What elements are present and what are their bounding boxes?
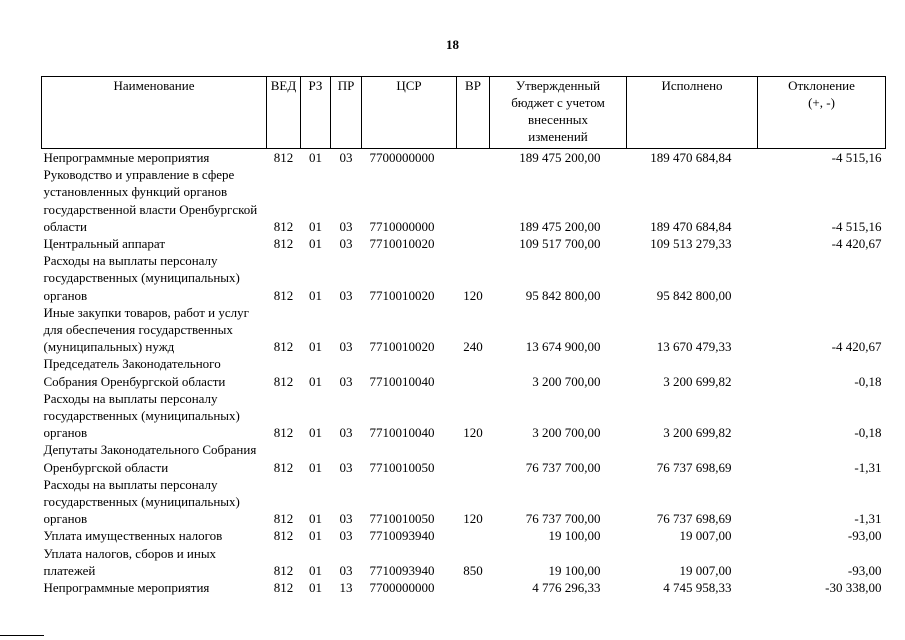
cell-budget: 3 200 700,00 [532, 425, 601, 441]
cell-ved: 812 [273, 218, 294, 234]
cell-vr: 120 [463, 511, 483, 527]
cell-pr: 03 [339, 562, 353, 578]
cell-csr: 7700000000 [369, 150, 435, 165]
cell-ved: 812 [273, 459, 294, 475]
cell-executed: 3 200 699,82 [663, 373, 732, 389]
cell-csr: 7710010050 [369, 459, 435, 475]
header-executed: Исполнено [627, 77, 758, 149]
cell-csr: 7700000000 [369, 580, 435, 596]
cell-budget: 95 842 800,00 [525, 287, 601, 303]
cell-csr: 7710010020 [369, 287, 435, 303]
cell-vr [457, 235, 490, 252]
cell-ved: 812 [273, 528, 294, 544]
cell-budget: 189 475 200,00 [519, 150, 601, 165]
cell-deviation: -93,00 [847, 562, 882, 578]
cell-ved: 812 [273, 150, 294, 165]
cell-deviation: -30 338,00 [825, 580, 882, 596]
cell-csr: 7710010040 [369, 425, 435, 441]
cell-ved: 812 [273, 425, 294, 441]
cell-pr: 03 [339, 339, 353, 355]
page-number: 18 [446, 37, 459, 52]
table-row [42, 390, 886, 442]
header-name: Наименование [42, 77, 267, 149]
cell-csr: 7710010040 [369, 373, 435, 389]
cell-pr: 03 [339, 218, 353, 234]
table-row [42, 149, 886, 167]
cell-pr: 03 [339, 511, 353, 527]
cell-deviation: -4 515,16 [831, 150, 882, 165]
cell-executed: 19 007,00 [679, 562, 732, 578]
footer-rule [0, 635, 44, 636]
cell-name: Уплата налогов, сборов и иных платежей [43, 545, 217, 578]
cell-executed: 189 470 684,84 [650, 150, 732, 165]
cell-csr: 7710000000 [369, 218, 435, 234]
table-row [42, 235, 886, 252]
cell-budget: 76 737 700,00 [525, 511, 601, 527]
cell-vr: 850 [463, 562, 483, 578]
cell-ved: 812 [273, 236, 294, 252]
cell-deviation: -1,31 [854, 459, 882, 475]
cell-csr: 7710010020 [369, 236, 435, 252]
cell-name: Центральный аппарат [43, 236, 166, 252]
table-row [42, 166, 886, 235]
header-budget: Утвержденный бюджет с учетом внесенных изменений [490, 77, 627, 149]
cell-name: Руководство и управление в сфере установленных функций органов государственной власти Оренбургской области [43, 167, 258, 234]
header-pr: ПР [331, 77, 362, 149]
cell-vr: 240 [463, 339, 483, 355]
cell-rz: 01 [309, 287, 322, 303]
cell-pr: 03 [339, 150, 353, 165]
cell-budget: 189 475 200,00 [519, 218, 601, 234]
cell-name: Непрограммные мероприятия [43, 580, 210, 596]
header-vr: ВР [457, 77, 490, 149]
cell-name: Расходы на выплаты персоналу государственных (муниципальных) органов [43, 390, 240, 441]
cell-pr: 03 [339, 373, 353, 389]
cell-csr: 7710010050 [369, 511, 435, 527]
cell-name: Уплата имущественных налогов [43, 528, 223, 544]
cell-rz: 01 [309, 580, 322, 596]
cell-rz: 01 [309, 459, 322, 475]
cell-rz: 01 [309, 511, 322, 527]
cell-vr: 120 [463, 425, 483, 441]
cell-budget: 19 100,00 [548, 528, 601, 544]
table-header-row [42, 77, 886, 149]
cell-vr [457, 579, 490, 596]
table-row [42, 252, 886, 304]
table-row [42, 304, 886, 356]
cell-budget: 109 517 700,00 [519, 236, 601, 252]
cell-csr: 7710010020 [369, 339, 435, 355]
cell-deviation: -93,00 [847, 528, 882, 544]
cell-csr: 7710093940 [369, 562, 435, 578]
table-row [42, 545, 886, 579]
table-row [42, 476, 886, 528]
cell-vr [457, 527, 490, 544]
table-row [42, 527, 886, 544]
cell-executed: 13 670 479,33 [656, 339, 732, 355]
cell-vr [457, 149, 490, 167]
cell-vr [457, 355, 490, 389]
cell-executed: 189 470 684,84 [650, 218, 732, 234]
cell-rz: 01 [309, 339, 322, 355]
cell-rz: 01 [309, 562, 322, 578]
header-ved: ВЕД [267, 77, 301, 149]
cell-budget: 76 737 700,00 [525, 459, 601, 475]
cell-deviation [758, 252, 886, 304]
cell-rz: 01 [309, 528, 322, 544]
table-row [42, 441, 886, 475]
header-rz: РЗ [301, 77, 331, 149]
cell-executed: 4 745 958,33 [663, 580, 732, 596]
cell-vr [457, 441, 490, 475]
cell-deviation: -4 420,67 [831, 339, 882, 355]
cell-ved: 812 [273, 562, 294, 578]
cell-executed: 109 513 279,33 [650, 236, 732, 252]
cell-executed: 19 007,00 [679, 528, 732, 544]
cell-ved: 812 [273, 287, 294, 303]
cell-ved: 812 [273, 580, 294, 596]
budget-execution-table [41, 76, 886, 596]
cell-name: Иные закупки товаров, работ и услуг для обеспечения государственных (муниципальных) нужд [43, 304, 249, 355]
table-body [42, 149, 886, 597]
cell-name: Депутаты Законодательного Собрания Оренбургской области [43, 442, 257, 475]
cell-name: Председатель Законодательного Собрания Оренбургской области [43, 356, 226, 389]
cell-deviation: -0,18 [854, 373, 882, 389]
cell-budget: 4 776 296,33 [532, 580, 601, 596]
header-deviation: Отклонение (+, -) [758, 77, 886, 149]
header-csr: ЦСР [362, 77, 457, 149]
cell-name: Расходы на выплаты персоналу государственных (муниципальных) органов [43, 253, 240, 303]
cell-executed: 3 200 699,82 [663, 425, 732, 441]
cell-rz: 01 [309, 218, 322, 234]
cell-ved: 812 [273, 339, 294, 355]
cell-pr: 13 [339, 580, 353, 596]
cell-executed: 76 737 698,69 [656, 511, 732, 527]
cell-vr: 120 [463, 287, 483, 303]
cell-pr: 03 [339, 425, 353, 441]
cell-deviation: -1,31 [854, 511, 882, 527]
table-row [42, 579, 886, 596]
cell-executed: 76 737 698,69 [656, 459, 732, 475]
cell-deviation: -4 420,67 [831, 236, 882, 252]
table-row [42, 355, 886, 389]
cell-executed: 95 842 800,00 [656, 287, 732, 303]
cell-pr: 03 [339, 528, 353, 544]
cell-ved: 812 [273, 373, 294, 389]
cell-budget: 3 200 700,00 [532, 373, 601, 389]
cell-rz: 01 [309, 150, 322, 165]
cell-budget: 19 100,00 [548, 562, 601, 578]
cell-budget: 13 674 900,00 [525, 339, 601, 355]
cell-csr: 7710093940 [369, 528, 435, 544]
cell-vr [457, 166, 490, 235]
cell-ved: 812 [273, 511, 294, 527]
cell-rz: 01 [309, 373, 322, 389]
cell-deviation: -0,18 [854, 425, 882, 441]
cell-rz: 01 [309, 236, 322, 252]
cell-pr: 03 [339, 236, 353, 252]
cell-deviation: -4 515,16 [831, 218, 882, 234]
cell-pr: 03 [339, 459, 353, 475]
cell-name: Расходы на выплаты персоналу государственных (муниципальных) органов [43, 476, 240, 527]
cell-name: Непрограммные мероприятия [43, 150, 210, 165]
cell-pr: 03 [339, 287, 353, 303]
cell-rz: 01 [309, 425, 322, 441]
